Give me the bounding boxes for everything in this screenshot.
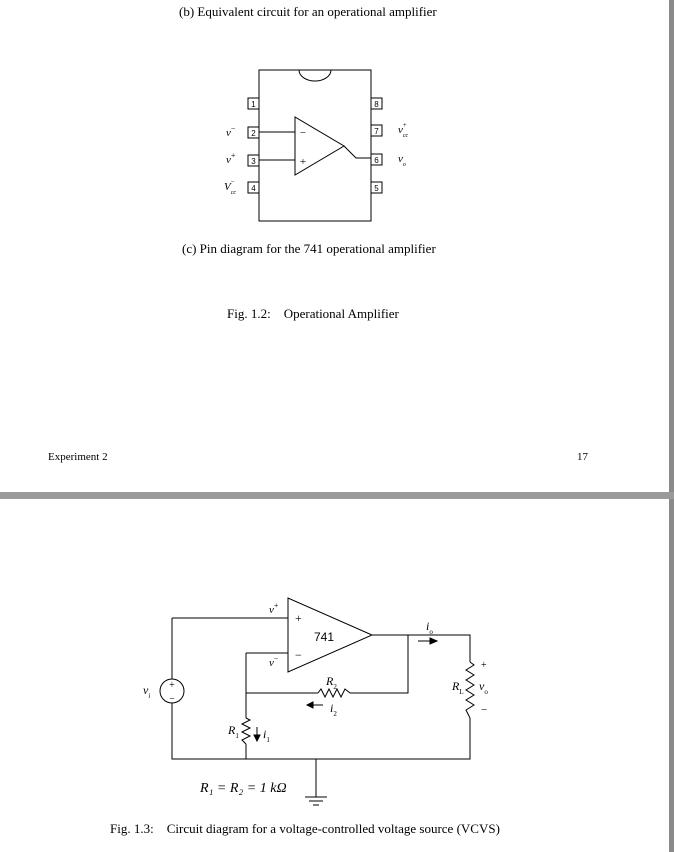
label-io: $i_o$	[426, 619, 433, 636]
label-r1: $R_1$	[228, 723, 239, 740]
document-page-18	[0, 499, 669, 852]
opamp-noninverting-sign: +	[299, 156, 307, 168]
pin-6-label: 6	[374, 156, 379, 165]
pin-3-label: 3	[251, 157, 256, 166]
resistor-values-equation: R₁ = R₂ = 1 kΩ	[200, 781, 287, 796]
resistor-r1-icon	[242, 718, 250, 744]
label-v-plus: v+	[269, 601, 279, 616]
opamp-minus-sign: −	[295, 648, 302, 662]
label-vo: $v_o$	[479, 679, 488, 696]
label-rl: $R_L$	[452, 679, 464, 696]
opamp-inverting-sign: −	[299, 127, 307, 139]
figure-caption-1-2: Fig. 1.2: Operational Amplifier	[227, 306, 399, 321]
footer-page-number: 17	[577, 451, 588, 463]
label-v-minus: v−	[269, 654, 279, 669]
label-vo: $v_o$	[398, 153, 406, 168]
vo-minus-sign: −	[481, 704, 488, 716]
vo-plus-sign: +	[481, 660, 487, 671]
opamp-plus-sign: +	[295, 611, 302, 625]
pin-7-label: 7	[374, 127, 379, 136]
vcvs-circuit-diagram	[0, 499, 669, 852]
ground-icon	[305, 759, 327, 805]
figure-caption-1-3: Fig. 1.3: Circuit diagram for a voltage-controlled voltage source (VCVS)	[110, 821, 500, 836]
viewer-right-gutter	[669, 0, 674, 852]
resistor-rl-icon	[466, 662, 474, 718]
source-minus-sign: −	[169, 694, 175, 705]
label-i1: $i_1$	[263, 727, 270, 744]
pin-1-label: 1	[251, 100, 256, 109]
page-separator	[0, 492, 674, 499]
current-io-arrow-icon	[418, 638, 437, 644]
label-i2: $i_2$	[330, 701, 337, 718]
label-vcc-minus: V− cc	[224, 178, 237, 196]
current-i1-arrow-icon	[254, 727, 260, 741]
caption-pin-diagram: (c) Pin diagram for the 741 operational amplifier	[182, 241, 436, 256]
label-vcc-plus: v+ cc	[398, 121, 409, 139]
label-vi: $v_i$	[143, 683, 151, 700]
pin-4-label: 4	[251, 184, 256, 193]
caption-equivalent-circuit: (b) Equivalent circuit for an operational amplifier	[179, 4, 437, 19]
pin-8-label: 8	[374, 100, 379, 109]
left-pins	[248, 98, 259, 193]
source-plus-sign: +	[169, 680, 175, 691]
label-v-plus: v+	[226, 151, 236, 166]
label-r2: $R_2$	[326, 674, 337, 691]
right-pins	[371, 98, 382, 193]
current-i2-arrow-icon	[307, 702, 323, 708]
opamp-741-label: 741	[313, 630, 335, 644]
label-v-minus: v−	[226, 124, 236, 139]
wire-output	[372, 635, 470, 662]
pin-2-label: 2	[251, 129, 256, 138]
pin-5-label: 5	[374, 184, 379, 193]
footer-experiment: Experiment 2	[48, 451, 108, 463]
